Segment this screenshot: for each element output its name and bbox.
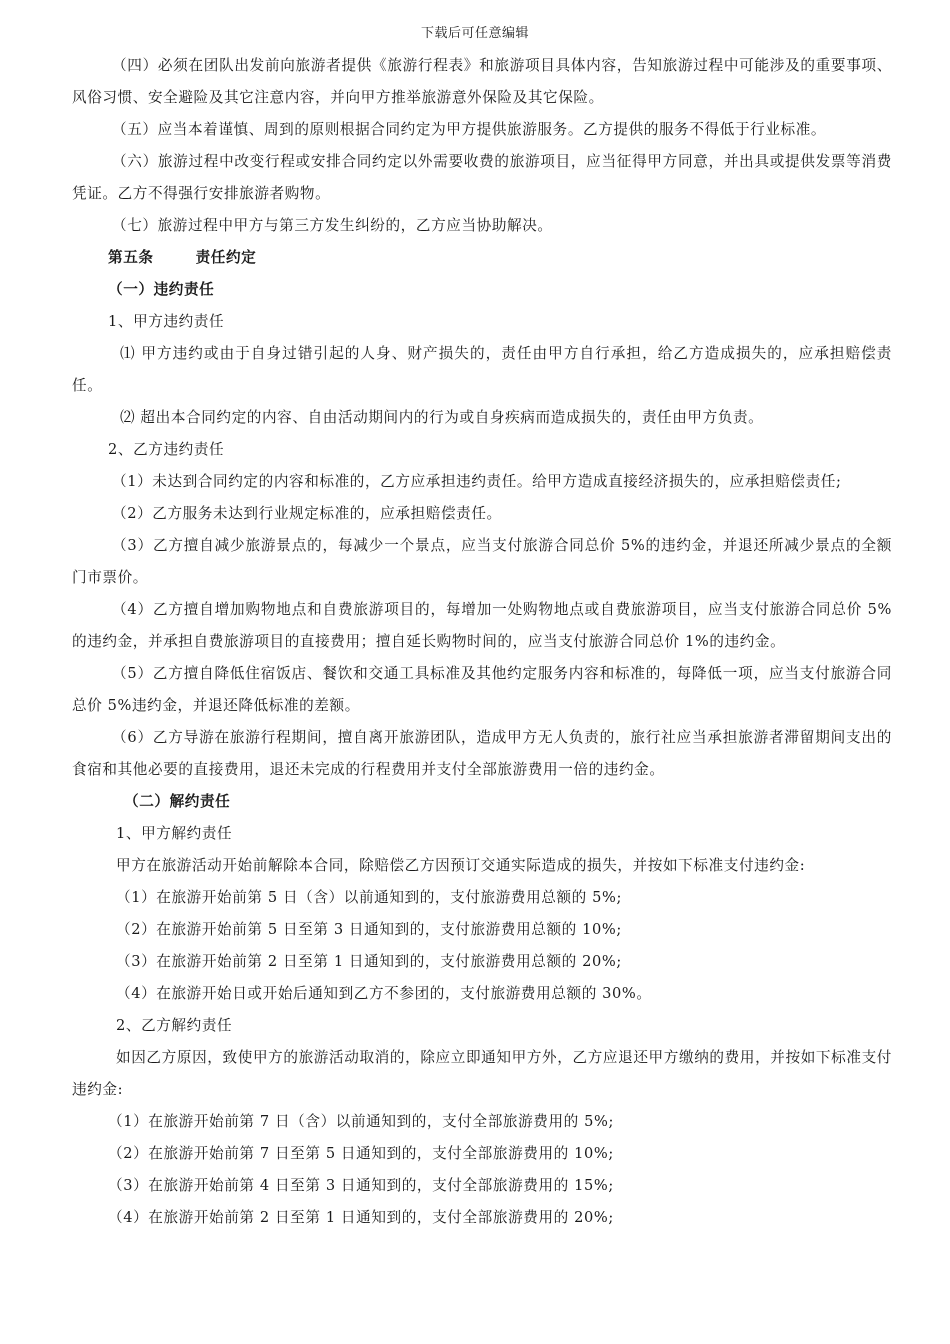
article-five-title [72,242,892,274]
party-b-termination-item: （4）在旅游开始前第 2 日至第 1 日通知到的，支付全部旅游费用的 20%; [108,1209,614,1226]
party-a-breach-item: ⑴ 甲方违约或由于自身过错引起的人身、财产损失的，责任由甲方自行承担，给乙方造成损失的，应承担赔偿责任。 [72,345,892,394]
page-header: 下载后可任意编辑 [420,26,529,41]
party-a-breach-item: ⑵ 超出本合同约定的内容、自由活动期间内的行为或自身疾病而造成损失的，责任由甲方负责。 [120,409,764,426]
article-title: 责任约定 [195,249,257,266]
party-a-termination-item: （2）在旅游开始前第 5 日至第 3 日通知到的，支付旅游费用总额的 10%; [116,921,622,938]
party-a-termination-item: （4）在旅游开始日或开始后通知到乙方不参团的，支付旅游费用总额的 30%。 [116,985,652,1002]
party-b-breach-item: （6）乙方导游在旅游行程期间，擅自离开旅游团队，造成甲方无人负责的，旅行社应当承担旅游者滞留期间支出的食宿和其他必要的直接费用，退还未完成的行程费用并支付全部旅游费用一倍的违约金。 [72,729,892,778]
party-b-termination-heading: 2、乙方解约责任 [116,1017,233,1034]
party-b-termination-intro: 如因乙方原因，致使甲方的旅游活动取消的，除应立即通知甲方外，乙方应退还甲方缴纳的费用，并按如下标准支付违约金: [72,1049,892,1098]
document-body [72,50,892,1234]
clause-four: （四）必须在团队出发前向旅游者提供《旅游行程表》和旅游项目具体内容，告知旅游过程中可能涉及的重要事项、风俗习惯、安全避险及其它注意内容，并向甲方推举旅游意外保险及其它保险。 [72,57,892,106]
clause-seven: （七）旅游过程中甲方与第三方发生纠纷的，乙方应当协助解决。 [112,217,553,234]
party-b-termination-item: （1）在旅游开始前第 7 日（含）以前通知到的，支付全部旅游费用的 5%; [108,1113,614,1130]
party-b-termination-item: （2）在旅游开始前第 7 日至第 5 日通知到的，支付全部旅游费用的 10%; [108,1145,614,1162]
party-b-breach-item: （1）未达到合同约定的内容和标准的，乙方应承担违约责任。给甲方造成直接经济损失的，应承担赔偿责任; [112,473,842,490]
party-b-termination-item: （3）在旅游开始前第 4 日至第 3 日通知到的，支付全部旅游费用的 15%; [108,1177,614,1194]
party-b-breach-heading: 2、乙方违约责任 [108,441,225,458]
party-a-breach-heading: 1、甲方违约责任 [108,313,225,330]
section-termination-heading: （二）解约责任 [124,793,231,810]
party-b-breach-item: （4）乙方擅自增加购物地点和自费旅游项目的，每增加一处购物地点或自费旅游项目，应当支付旅游合同总价 5%的违约金，并承担自费旅游项目的直接费用；擅自延长购物时间的，应当支付旅游合同总价 1%的违约金。 [72,601,892,650]
party-b-breach-item: （2）乙方服务未达到行业规定标准的，应承担赔偿责任。 [112,505,502,522]
clause-six: （六）旅游过程中改变行程或安排合同约定以外需要收费的旅游项目，应当征得甲方同意，并出具或提供发票等消费凭证。乙方不得强行安排旅游者购物。 [72,153,892,202]
party-a-termination-item: （1）在旅游开始前第 5 日（含）以前通知到的，支付旅游费用总额的 5%; [116,889,622,906]
party-a-termination-heading: 1、甲方解约责任 [116,825,233,842]
party-a-termination-item: （3）在旅游开始前第 2 日至第 1 日通知到的，支付旅游费用总额的 20%; [116,953,622,970]
party-b-breach-item: （5）乙方擅自降低住宿饭店、餐饮和交通工具标准及其他约定服务内容和标准的，每降低一项，应当支付旅游合同总价 5%违约金，并退还降低标准的差额。 [72,665,892,714]
party-b-breach-item: （3）乙方擅自减少旅游景点的，每减少一个景点，应当支付旅游合同总价 5%的违约金，并退还所减少景点的全额门市票价。 [72,537,892,586]
article-number: 第五条 [108,249,154,266]
clause-five: （五）应当本着谨慎、周到的原则根据合同约定为甲方提供旅游服务。乙方提供的服务不得低于行业标准。 [112,121,827,138]
party-a-termination-intro: 甲方在旅游活动开始前解除本合同，除赔偿乙方因预订交通实际造成的损失，并按如下标准支付违约金: [116,857,806,874]
section-breach-heading: （一）违约责任 [108,281,215,298]
